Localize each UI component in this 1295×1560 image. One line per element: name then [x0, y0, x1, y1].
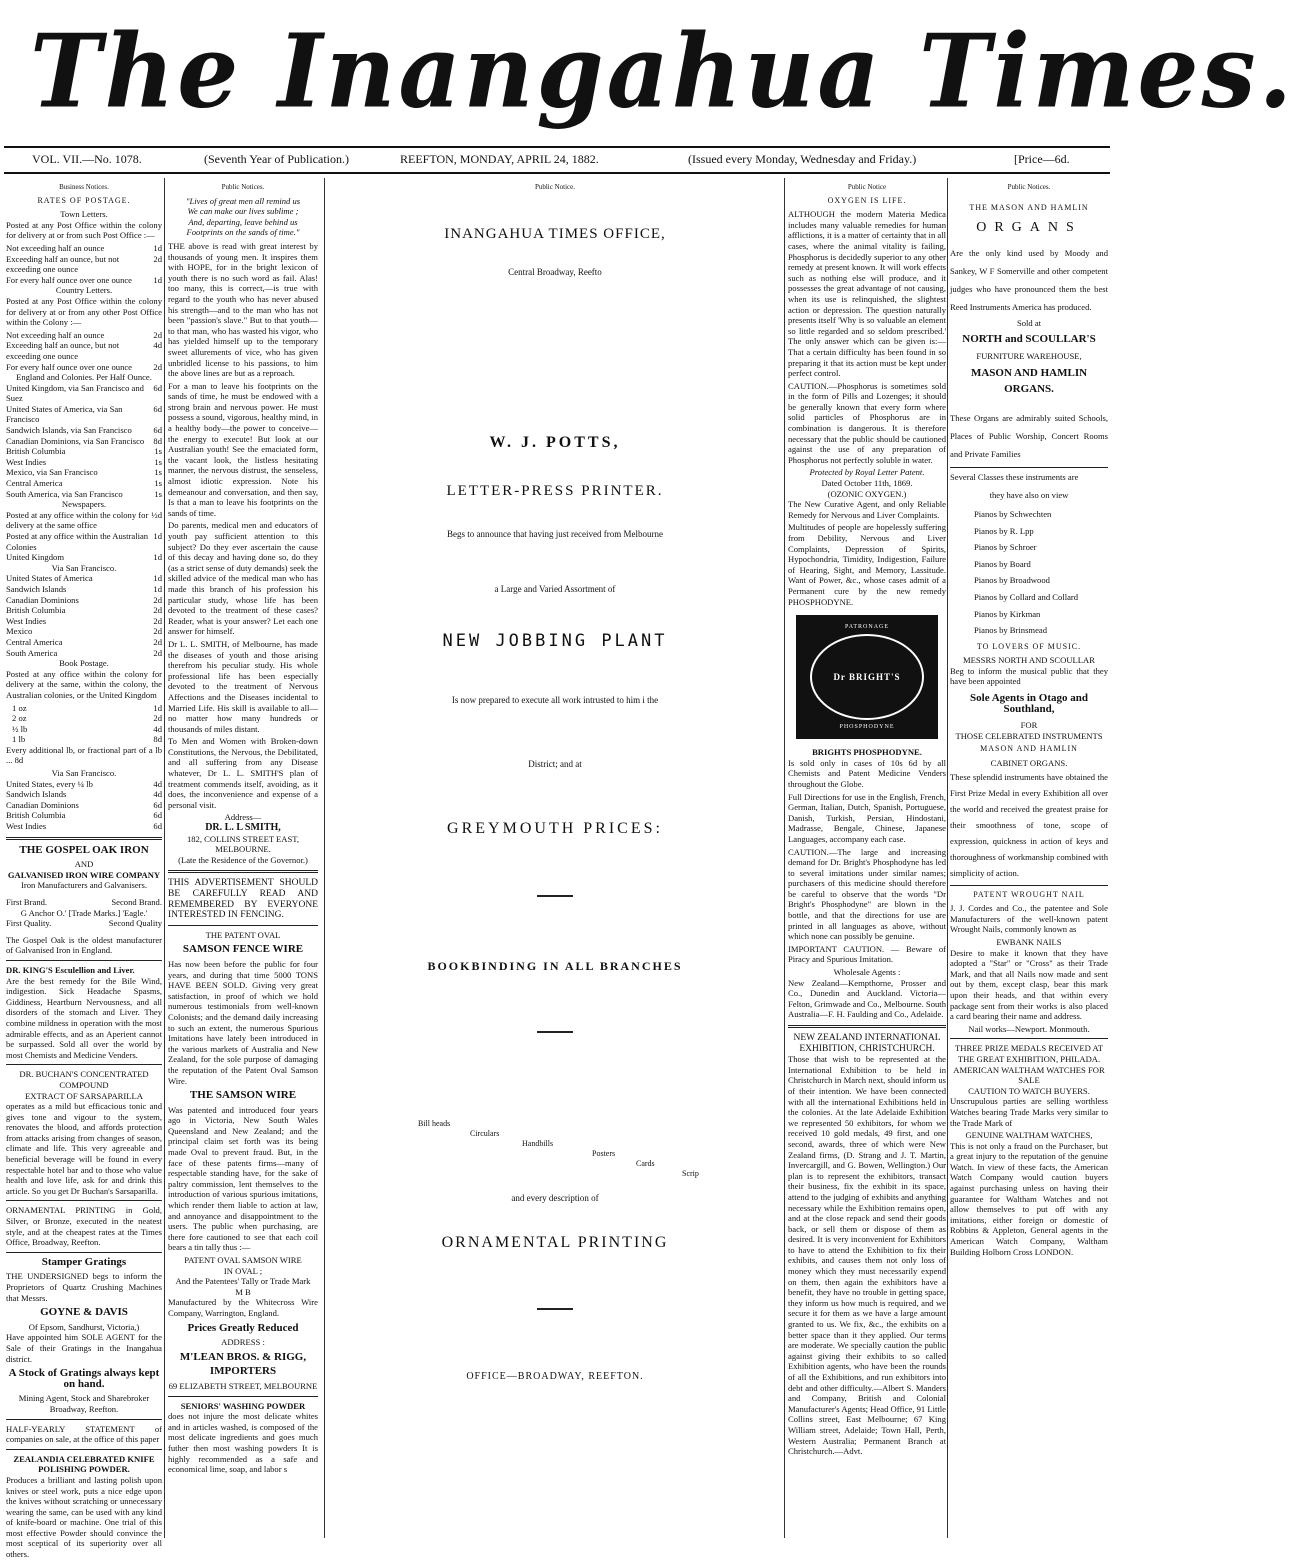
buchan-title: DR. BUCHAN'S CONCENTRATED COMPOUND — [19, 1069, 149, 1090]
volume-number: VOL. VII.—No. 1078. — [32, 152, 142, 166]
importers: IMPORTERS — [209, 1365, 277, 1378]
column-business-notices — [6, 182, 162, 1560]
half-yearly-notice: HALF-YEARLY STATEMENT of companies on sale, at the office of this paper — [6, 1423, 162, 1445]
caution-watch: CAUTION TO WATCH BUYERS. — [968, 1085, 1090, 1096]
divider — [168, 1396, 318, 1397]
book-postage-heading: Book Postage. — [59, 658, 109, 669]
divider — [6, 960, 162, 961]
important-caution: IMPORTANT CAUTION. — Beware of Piracy and Spurious Imitation. — [788, 943, 946, 965]
multitudes: Multitudes of people are hopelessly suffering from Debility, Nervous and Liver Complaints, Depression of Spirits, Hypochondria, Timidity, Indigestion, Failure of Hearing, Sight, and Memory, Lassitude. Want of Power, &c., whose cases admit of a Permanent cure by the new remedy PHOSPHODYNE. — [788, 522, 946, 607]
rate-row: West Indies 1s — [6, 456, 162, 467]
column-divider — [164, 178, 165, 1538]
rate-row: United Kingdom 1d — [6, 552, 162, 563]
poem-line: Footprints on the sands of time." — [186, 227, 300, 238]
column-organs — [950, 182, 1108, 1538]
brights-title: BRIGHTS PHOSPHODYNE. — [812, 747, 922, 758]
office-footer: OFFICE—BROADWAY, REEFTON. — [466, 1371, 644, 1383]
zealandia-title: ZEALANDIA CELEBRATED KNIFE POLISHING POWDER. — [13, 1453, 155, 1475]
place-and-date: REEFTON, MONDAY, APRIL 24, 1882. — [400, 152, 599, 166]
rate-row: West Indies 2d — [6, 615, 162, 626]
rate-row: United States of America 1d — [6, 573, 162, 584]
country-intro: Posted at any Post Office within the colony for delivery at or from any other Post Office within the Colony :— — [6, 295, 162, 328]
samson-wire: THE SAMSON WIRE — [189, 1089, 297, 1102]
rate-row: United States of America, via San Francisco 6d — [6, 403, 162, 425]
bookbinding: BOOKBINDING IN ALL BRANCHES — [427, 958, 683, 973]
divider — [788, 1025, 946, 1028]
mining-agent: Mining Agent, Stock and Sharebroker Broadway, Reefton. — [18, 1393, 150, 1414]
divider — [6, 1449, 162, 1450]
caution-2: CAUTION.—The large and increasing demand for Dr. Bright's Phosphodyne has led to several imitations under similar names; purchasers of this medicine should therefore be careful to observe that the words "Dr Bright's Phosphodyne" are blown in the bottle, and that the directions for use are printed in all languages as above, without which none can possibly be genuine. — [788, 846, 946, 942]
messrs: MESSRS NORTH AND SCOULLAR — [963, 655, 1095, 666]
divider — [6, 1064, 162, 1065]
column-header: Public Notices. — [1007, 183, 1051, 191]
splendid: These splendid instruments have obtained the First Prize Medal in every Exhibition all over the world and received the greatest praise for their smoothness of tone, scope of expression, quickness in action of keys and thoroughness of workmanship combined with simplicity of action. — [950, 771, 1108, 878]
rate-row: Mexico, via San Francisco 1s — [6, 467, 162, 478]
wholesale-agents: New Zealand—Kempthorne, Prosser and Co., Dunedin and Auckland. Victoria—Felton, Grimwade and Co., Melbourne. South Australia—F. H. Faulding and Co., Adelaide. — [788, 977, 946, 1020]
rate-row: South America 2d — [6, 647, 162, 658]
job-type: Scrip — [682, 1169, 699, 1179]
column-divider — [324, 178, 325, 1538]
watch-body-2: This is not only a fraud on the Purchaser, but a great injury to the reputation of the genuine Watch. In view of these facts, the American Watch Company would caution buyers against purchasing unless on having their guarantee for Waltham Watches and not allow themselves to put off with any imitations, either foreign or domestic of Robbins & Appleton, General agents in the American Watch Company, Waltham Building Holborn Cross LONDON. — [950, 1140, 1108, 1257]
organs-title: ORGANS. — [1004, 383, 1054, 396]
divider — [537, 1308, 573, 1310]
divider — [168, 870, 318, 873]
mason-hamlin-2: MASON AND HAMLIN — [980, 744, 1078, 754]
smith-name: DR. L. L SMITH, — [205, 822, 281, 834]
samson-fence-wire: SAMSON FENCE WIRE — [182, 943, 304, 956]
gospel-oak-and: AND — [74, 859, 94, 870]
ozonic-notice: (OZONIC OXYGEN.) — [827, 488, 907, 499]
ornamental-printing-notice: ORNAMENTAL PRINTING in Gold, Silver, or Bronze, executed in the neatest style, and at the cheapest rates at the Times Office, Broadway, Reefton. — [6, 1205, 162, 1248]
rate-row: Exceeding half an ounce, but not exceeding one ounce 2d — [6, 253, 162, 275]
inform: Beg to inform the musical public that they have been appointed — [950, 665, 1108, 687]
book-intro: Posted at any office within the colony for delivery at the same, within the colony, the Australian colonies, or the United Kingdom — [6, 668, 162, 700]
smith-address: MELBOURNE. — [215, 844, 271, 855]
assortment: a Large and Varied Assortment of — [494, 583, 616, 594]
badge-brand: Dr BRIGHT'S — [833, 671, 901, 682]
country-letters-heading: Country Letters. — [55, 285, 113, 296]
organs-heading: ORGANS — [976, 220, 1082, 236]
badge-ring — [810, 634, 924, 720]
exhibition-title: NEW ZEALAND INTERNATIONAL EXHIBITION, CHRISTCHURCH. — [793, 1033, 941, 1054]
office-location: Central Broadway, Reefto — [508, 267, 602, 278]
rate-row: Sandwich Islands 1d — [6, 583, 162, 594]
mclean-address: 69 ELIZABETH STREET, MELBOURNE — [168, 1380, 318, 1391]
zealandia-body: Produces a brilliant and lasting polish upon knives or steel work, puts a nice edge upon the knives without scratching or unnecessary wearing the same, can be used with any kind of knife-board or machine. One trial of this most effective Powder should convince the most sceptical of its superiority over all others. — [6, 1474, 162, 1560]
rate-row: Canadian Dominions 6d — [6, 799, 162, 810]
waltham: AMERICAN WALTHAM WATCHES FOR SALE — [953, 1064, 1105, 1086]
organs-suited: These Organs are admirably suited Schools, Places of Public Worship, Concert Rooms and Private Families — [950, 412, 1108, 459]
job-type: Handbills — [522, 1139, 554, 1149]
gospel-oak-company: GALVANISED IRON WIRE COMPANY — [7, 869, 161, 880]
postage-intro: Posted at any Post Office within the colony for delivery at or from such Post Office :— — [6, 219, 162, 241]
advert-notice: THIS ADVERTISEMENT SHOULD BE CAREFULLY READ AND REMEMBERED BY EVERYONE INTERESTED IN FENCING. — [168, 878, 318, 921]
job-type: Posters — [592, 1149, 616, 1159]
seniors-body: does not injure the most delicate whites and in articles washed, is composed of the most delicate ingredients and goes much futher then most washing powders It is highly recommended as a safe and economical lime, soap, and labor s — [168, 1411, 318, 1475]
celebrated: THOSE CELEBRATED INSTRUMENTS — [955, 730, 1103, 741]
column-header: Public Notices. — [221, 183, 265, 191]
buchan-sub: EXTRACT OF SARSAPARILLA — [25, 1090, 143, 1101]
tally-line: And the Patentees' Tally or Trade Mark — [175, 1276, 311, 1287]
kings-title: DR. KING'S Esculellion and Liver. — [6, 964, 135, 975]
office-title: INANGAHUA TIMES OFFICE, — [444, 225, 666, 242]
brand-row: First Brand. Second Brand. — [6, 897, 162, 907]
badge-bottom: PHOSPHODYNE — [839, 724, 895, 731]
column-header: Public Notice. — [534, 183, 576, 191]
quality-row: First Quality. Second Quality — [6, 918, 162, 929]
smith-address: 182, COLLINS STREET EAST, — [186, 833, 300, 844]
samson-body: Was patented and introduced four years ago in Victoria, New South Wales Queensland and New Zealand; and the principal claim set forth was its being made Oval to prevent fraud. But, in the face of these patents firms—many of respectable standing have, for the sake of paltry commission, lent themselves to the introduction of various spurious imitations, which render them liable to action at law, and annoyance and disappointment to the users. The public when purchasing, are there fore cautioned to see that each coil bears a tin tally thus :— — [168, 1104, 318, 1253]
rate-row: Canadian Dominions 2d — [6, 594, 162, 605]
masthead — [30, 2, 1295, 142]
divider — [6, 837, 162, 840]
samson-body: Has now been before the public for four years, and during that time 5000 TONS HAVE BEEN SOLD. Giving very great satisfaction, in proof of which we hold numerous testimonials from well-known Colonists; and the demand daily increasing to such an extent, the numerous Spurious Imitations have lately been introduced in the various markets of Australia and New Zealand, for the sole purpose of damaging the reputation of the Patent Oval Samson Wire. — [168, 958, 318, 1086]
piano-item: Pianos by Schroer — [974, 542, 1037, 553]
rate-row: Sandwich Islands 4d — [6, 789, 162, 800]
rate-row: Posted at any office within the Australian Colonies 1d — [6, 531, 162, 552]
greymouth-prices: GREYMOUTH PRICES: — [447, 819, 663, 837]
piano-item: Pianos by Broadwood — [974, 575, 1050, 586]
tally-line: IN OVAL ; — [223, 1265, 263, 1276]
ornamental-printing: ORNAMENTAL PRINTING — [441, 1233, 669, 1251]
divider — [6, 1419, 162, 1420]
rate-row: Not exceeding half an ounce 1d — [6, 242, 162, 253]
poem-line: We can make our lives sublime ; — [187, 206, 299, 217]
oxygen-body: ALTHOUGH the modern Materia Medica includes many valuable remedies for human afflictions, it is a matter of certainty that in all cases, where the animal vitality is failing, Phosphorus is decidedly superior to any other remedy at present known. It will work effects such as nothing else will produce, and it possesses the great advantage of not causing, when its use is relinquished, the slightest action or depression. The question naturally presents itself 'Why is so valuable an element so little regarded and so seldom prescribed.' The only answer which can be given is:—That a certain difficulty has been found in so preparing it that its action must be kept under perfect control. — [788, 209, 946, 379]
piano-item: Pianos by Collard and Collard — [974, 591, 1079, 602]
announcement: Begs to announce that having just received from Melbourne — [447, 528, 663, 539]
piano-item: Pianos by Kirkman — [974, 608, 1041, 619]
job-types — [330, 1119, 780, 1189]
lovers-of-music: TO LOVERS OF MUSIC. — [976, 641, 1082, 651]
year-of-publication: (Seventh Year of Publication.) — [204, 152, 349, 166]
rate-row: Not exceeding half an ounce 2d — [6, 329, 162, 340]
column-printing-office — [330, 182, 780, 1538]
poem-line: And, departing, leave behind us — [188, 216, 298, 227]
masthead-rule-bottom — [4, 172, 1110, 174]
gospel-oak-title: THE GOSPEL OAK IRON — [19, 843, 149, 856]
patent-nail: PATENT WROUGHT NAIL — [973, 889, 1085, 899]
cordes: J. J. Cordes and Co., the patentee and Sole Manufacturers of the well-known patent Wrought Nails, commonly known as — [950, 903, 1108, 935]
buchan-body: operates as a mild but efficacious tonic and gives tone and vigour to the system, renovates the blood, and affords protection from attacks arising from changes of season, climate and life. This very agreeable and beneficial beverage will be found in every respectable hotel bar and to those who value health and love life, ask for and drink this article. So you get Dr Buchan's Sarsaparilla. — [6, 1101, 162, 1196]
also-on-view: they have also on view — [989, 490, 1069, 501]
rate-row: Central America 1s — [6, 478, 162, 489]
article-paragraph: Do parents, medical men and educators of youth pay sufficient attention to this subject? Do they ever ascertain the cause of this decay and having done so, do they (as a strict sense of duty demands) seek the skilled advice of the medical man who has made this branch of his profession his particular study, whose life has been devoted to the treatment of these cases? Reader, what is your answer? Let each one answer for himself. — [168, 520, 318, 637]
cabinet-organs: CABINET ORGANS. — [990, 758, 1068, 769]
price: [Price—6d. — [1014, 152, 1070, 166]
ewbank-body: Desire to make it known that they have adopted a "Star" or "Cross" as their Trade Mark, and that all Nails now made and sent out by them, except clasp, bear this mark upon their heads, and that within every package sent from their works is also placed a card bearing their name and address. — [950, 947, 1108, 1022]
every-description: and every description of — [511, 1193, 599, 1204]
ewbank: EWBANK NAILS — [996, 937, 1062, 947]
column-divider — [947, 178, 948, 1538]
prices-reduced: Prices Greatly Reduced — [187, 1321, 299, 1334]
nail-works: Nail works—Newport. Monmouth. — [968, 1023, 1090, 1034]
rate-row: 1 oz 1d — [12, 702, 162, 713]
rate-row: For every half ounce over one ounce 1d — [6, 274, 162, 285]
sold-at: Sold at — [1016, 317, 1042, 328]
goyne-address: Of Epsom, Sandhurst, Victoria,) — [28, 1321, 140, 1332]
printer-name: W. J. POTTS, — [489, 433, 621, 451]
article-paragraph: Dr L. L. SMITH, of Melbourne, has made the diseases of youth and those arising therefrom his peculiar study. His whole professional life has been especially devoted to the treatment of Nervous Affections and the Diseases incidental to Married Life. His skill is available to all—no matter how many hundreds or thousands of miles distant. — [168, 638, 318, 734]
stamper-gratings-title: Stamper Gratings — [41, 1255, 127, 1268]
phosphodyne-badge — [796, 615, 938, 739]
via-sf-heading: Via San Francisco. — [51, 562, 117, 573]
kings-body: Are the best remedy for the Bile Wind, indigestion. Sick Headache Spasms, Giddiness, Heartburn Nervousness, and all disorders of the stomach and Liver. They combine mildness in operation with the most admirable effects, and as an Aperient cannot be surpassed. Sold all over the world by most Chemists and Medicine Venders. — [6, 975, 162, 1060]
newspapers-heading: Newspapers. — [61, 499, 107, 510]
wholesale-heading: Wholesale Agents : — [833, 967, 901, 978]
postage-title: RATES OF POSTAGE. — [37, 195, 131, 205]
sole-agents: Sole Agents in Otago and Southland, — [970, 692, 1088, 715]
rate-row: British Columbia 1s — [6, 446, 162, 457]
watch-body: Unscrupulous parties are selling worthless Watches bearing Trade Marks very similar to the Trade Mark of — [950, 1096, 1108, 1128]
article-paragraph: THE above is read with great interest by thousands of young men. It inspires them with HOPE, for in the bright lexicon of youth there is no such word as fail. Alas! too many, this is correct,—is true with regard to the youth who has never abused his strength—and to the man who has not been "passion's slave." But to that youth—to that man, who has wasted his vigor, who has yielded himself up to the temporary sweet allurements of vice, who has given unbridled license to his passions, to him the above lines are but as a reproach. — [168, 240, 318, 379]
rate-row: Central America 2d — [6, 636, 162, 647]
mason-hamlin: MASON AND HAMLIN — [970, 366, 1088, 379]
jobbing-plant: NEW JOBBING PLANT — [442, 631, 668, 652]
article-paragraph: For a man to leave his footprints on the sands of time, he must be endowed with a strong brain and nervous power. He must possess a sound, vigorous, healthy mind, in a healthy body—the power to conceive—the energy to execute! But look at our Australian youth! See the emaciated form, the vacant look, the listless hesitating manner, the nervous distrust, the senseless, almost idiotic expression. Note his demeanour and conversation, and then say, Is that a man to leave his footprints on the sands of time. — [168, 380, 318, 518]
exhibition-body: Those that wish to be represented at the International Exhibition to be held in Christchurch in March next, should inform us of their intention. We have been connected with all the international Exhibitions held in the colonies. At the late Adelaide Exhibition we represented 50 exhibitors, for whom we received 10 gold medals, 49 first, and one second, awards, three of which were New Zealand firms, (D. Strang and J. T. Martin, Invercargill, and G. Bowen, Wellington.) Our plan is to represent the exhibitors, transact their business, fix the exhibit in its space, attend to the judging of exhibits and anything necessary while the Exhibition remains open, and at the close repack and send their goods back, or sell them or dispose of them as desired. It is very inconvenient for Exhibitors to have to attend the Exhibition to fix their exhibits, and causes them not only loss of money which they must necessarily expend on them, then again the exhibitors have a benefit, they have no trouble in getting space, they inform us how much is required, and we secure it for them as we have a large amount granted to us. We fix, &c., the exhibits on a better space than it they applied. Our terms are moderate. We specially caution the public against giving their exhibits to so called Exhibition agents, who have been the rounds of all the Exhibitions, and run exhibitors into debt and other difficulty.—Albert S. Manders and Company, British and Colonial Manufacturer's Agents; Head Office, 91 Little Collins street, East Melbourne; 67 King William street, Adelaide; Town Hall, Perth, Western Australia; Permanent Branch at Christchurch.—Advt. — [788, 1054, 946, 1457]
divider — [537, 895, 573, 897]
rate-row: British Columbia 2d — [6, 605, 162, 616]
seniors-title: SENIORS' WASHING POWDER — [180, 1400, 306, 1411]
rate-row: United Kingdom, via San Francisco and Suez 6d — [6, 382, 162, 404]
via-sf-heading: Via San Francisco. — [51, 768, 117, 779]
manufactured-by: Manufactured by the Whitecross Wire Company, Warrington, England. — [168, 1297, 318, 1318]
rate-row: 1 lb 8d — [12, 734, 162, 745]
rate-row: South America, via San Francisco 1s — [6, 488, 162, 499]
divider — [6, 1200, 162, 1201]
issue-schedule: (Issued every Monday, Wednesday and Friday.) — [688, 152, 917, 166]
address-label: Address— — [224, 812, 262, 823]
oxygen-title: OXYGEN IS LIFE. — [827, 195, 907, 205]
rate-row: West Indies 6d — [6, 821, 162, 832]
column-header: Public Notice — [847, 183, 887, 191]
rate-row: United States, every ¼ lb 4d — [6, 778, 162, 789]
goyne-davis: GOYNE & DAVIS — [40, 1306, 128, 1319]
printer-role: LETTER-PRESS PRINTER. — [446, 483, 664, 500]
goyne-body: Have appointed him SOLE AGENT for the Sale of their Gratings in the Inangahua district. — [6, 1332, 162, 1364]
three-prize: THREE PRIZE MEDALS RECEIVED AT THE GREAT EXHIBITION, PHILADA. — [955, 1043, 1103, 1064]
column-header: Business Notices. — [59, 183, 109, 191]
column-public-notices — [168, 182, 318, 1538]
rate-row: Mexico 2d — [6, 626, 162, 637]
several-classes: Several Classes these instruments are — [950, 471, 1079, 482]
brand-marks: G Anchor O.' [Trade Marks.] 'Eagle.' — [20, 907, 148, 918]
piano-item: Pianos by Board — [974, 558, 1031, 569]
organs-body: Are the only kind used by Moody and Sankey, W F Somerville and other competent judges who have pronounced them the best Reed Instruments America has produced. — [950, 247, 1108, 312]
divider — [950, 1038, 1108, 1039]
rate-row: Canadian Dominions, via San Francisco 8d — [6, 435, 162, 446]
caution-body: CAUTION.—Phosphorus is sometimes sold in the form of Pills and Lozenges; it should be generally known that every form where solid particles of Phosphorus are in combination is dangerous. It is therefore necessary that the public should be cautioned against the use of any preparation of Phosphorus not perfectly soluble in water. — [788, 380, 946, 465]
protected-notice: Protected by Royal Letter Patent. — [809, 467, 925, 478]
england-note: England and Colonies. Per Half Ounce. — [16, 372, 152, 383]
town-letters-heading: Town Letters. — [60, 209, 108, 220]
stamper-intro: THE UNDERSIGNED begs to inform the Proprietors of Quartz Crushing Machines that Messrs. — [6, 1271, 162, 1303]
rate-row: British Columbia 6d — [6, 810, 162, 821]
divider — [537, 1031, 573, 1033]
divider — [950, 885, 1108, 886]
mclean-bros: M'LEAN BROS. & RIGG, — [179, 1350, 307, 1363]
rate-row: For every half ounce over one ounce 2d — [6, 361, 162, 372]
patent-oval: THE PATENT OVAL — [205, 929, 281, 940]
column-phosphodyne — [788, 182, 946, 1538]
new-curative: The New Curative Agent, and only Reliable Remedy for Nervous and Liver Complaints. — [788, 499, 946, 520]
divider — [950, 467, 1108, 468]
rate-row: Posted at any office within the colony for delivery at the same office ½d — [6, 509, 162, 531]
job-type: Circulars — [470, 1129, 500, 1139]
masthead-title: The Inangahua Times. — [30, 12, 1295, 131]
north-scoullar: NORTH and SCOULLAR'S — [962, 333, 1096, 346]
stock-notice: A Stock of Gratings always kept on hand. — [8, 1367, 160, 1390]
poem-line: "Lives of great men all remind us — [185, 195, 301, 206]
divider — [168, 925, 318, 926]
smith-note: (Late the Residence of the Governor.) — [178, 854, 308, 865]
rate-row: Exceeding half an ounce, but not exceeding one ounce 4d — [6, 340, 162, 361]
gospel-oak-note: The Gospel Oak is the oldest manufacturer of Galvanised Iron in England. — [6, 934, 162, 956]
masthead-rule-top — [4, 146, 1110, 148]
brights-body: Is sold only in cases of 10s 6d by all Chemists and Patent Medicine Venders throughout the Globe. — [788, 757, 946, 789]
mason-title: THE MASON AND HAMLIN — [969, 202, 1089, 212]
job-type: Bill heads — [418, 1119, 451, 1129]
for: FOR — [1020, 720, 1038, 731]
every-additional: Every additional lb, or fractional part of a lb ... 8d — [6, 744, 162, 766]
rate-row: Sandwich Islands, via San Francisco 6d — [6, 425, 162, 436]
gospel-oak-sub: Iron Manufacturers and Galvanisers. — [21, 880, 147, 891]
address-label: ADDRESS : — [221, 1337, 265, 1348]
genuine-waltham: GENUINE WALTHAM WATCHES, — [965, 1130, 1093, 1141]
badge-caption: PATRONAGE — [844, 623, 890, 630]
dateline — [4, 150, 1110, 170]
furniture-warehouse: FURNITURE WAREHOUSE, — [976, 350, 1082, 361]
dated-notice: Dated October 11th, 1869. — [821, 478, 913, 489]
rate-row: ½ lb 4d — [12, 723, 162, 734]
job-type: Cards — [636, 1159, 655, 1169]
column-divider — [784, 178, 785, 1538]
tally-line: PATENT OVAL SAMSON WIRE — [184, 1255, 302, 1265]
piano-item: Pianos by Schwechten — [974, 508, 1052, 519]
rate-row: 2 oz 2d — [12, 713, 162, 724]
district-notice: District; and at — [528, 759, 582, 770]
article-paragraph: To Men and Women with Broken-down Constitutions, the Nervous, the Debilitated, and all suffering from any Disease whatever, Dr L. L. SMITH'S plan of treatment commends itself, avoiding, as it does, the inconvenience and expense of a personal visit. — [168, 736, 318, 810]
directions: Full Directions for use in the English, French, German, Italian, Dutch, Spanish, Portuguese, Danish, Turkish, Persian, Hindostani, Madrasse, Bengale, Chinese, Japanese Languages, accompany each case. — [788, 791, 946, 844]
trade-mark: M B — [235, 1286, 251, 1297]
piano-item: Pianos by R. Lpp — [974, 525, 1034, 536]
piano-item: Pianos by Brinsmead — [974, 625, 1048, 636]
divider — [6, 1252, 162, 1253]
prepared-notice: Is now prepared to execute all work intrusted to him i the — [451, 694, 659, 705]
